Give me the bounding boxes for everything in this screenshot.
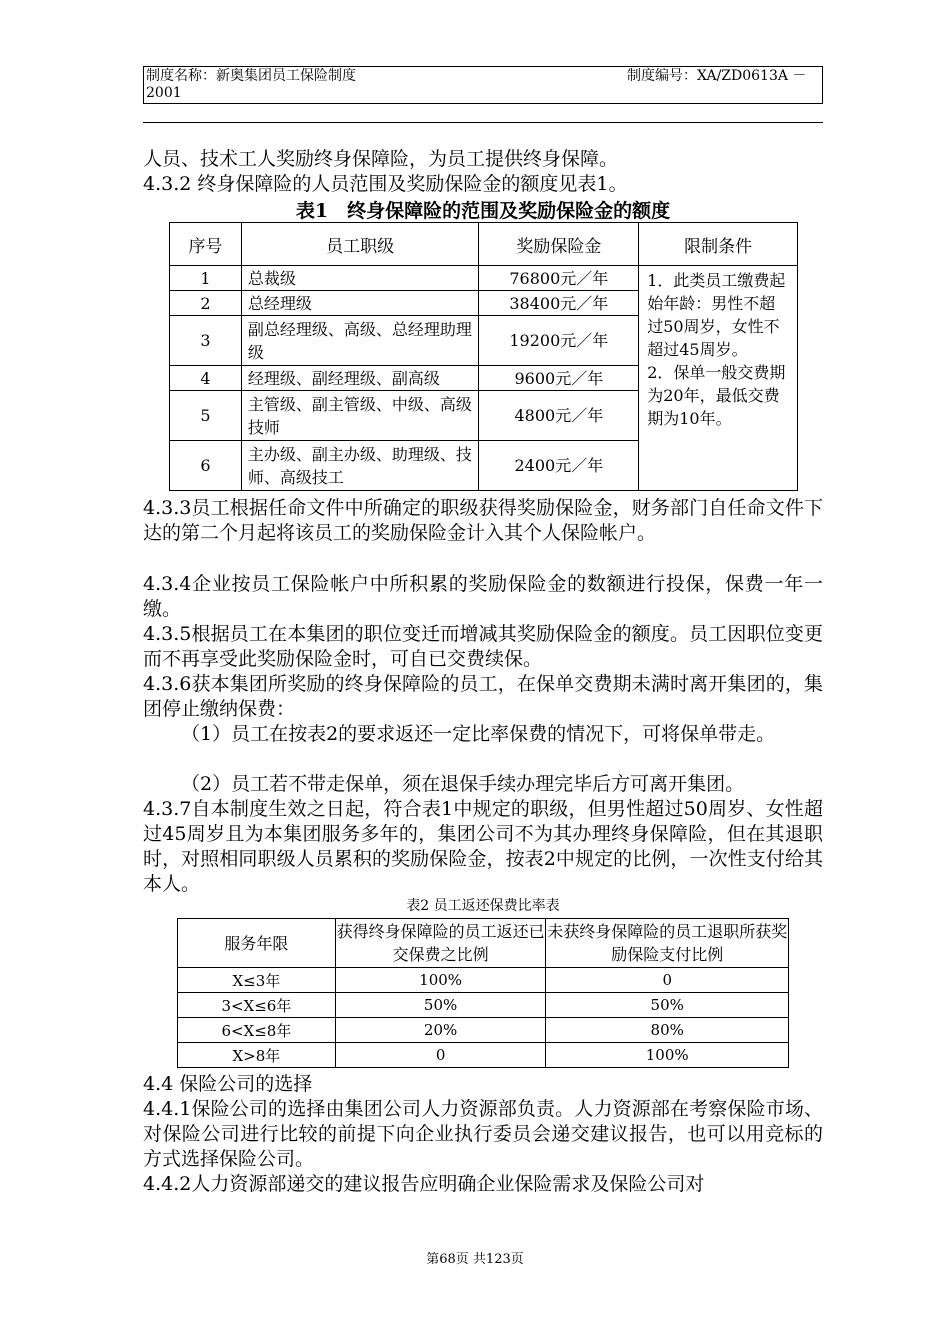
row-pay: 80% [546, 1018, 789, 1043]
row-pay: 100% [546, 1043, 789, 1068]
row-pay: 50% [546, 993, 789, 1018]
para-4-3-2: 4.3.2 终身保障险的人员范围及奖励保险金的额度见表1。 [143, 173, 628, 195]
para-item-1: （1）员工在按表2的要求返还一定比率保费的情况下，可将保单带走。 [181, 723, 776, 745]
limit-condition-1: 1．此类员工缴费起始年龄：男性不超过50周岁，女性不超过45周岁。 [647, 271, 786, 359]
table-row [170, 266, 798, 291]
row-amount: 9600元／年 [479, 366, 639, 391]
limit-condition-2: 2．保单一般交费期为20年，最低交费期为10年。 [647, 363, 786, 428]
para-4-3-5: 4.3.5根据员工在本集团的职位变迁而增减其奖励保险金的额度。员工因职位变更而不再享受此奖励保险金时，可自已交费续保。 [143, 623, 823, 670]
row-amount: 76800元／年 [479, 266, 639, 291]
doc-name: 制度名称：新奥集团员工保险制度 [146, 68, 356, 84]
row-no: 3 [170, 316, 242, 366]
table-row [178, 993, 789, 1018]
para-4-4-2: 4.4.2人力资源部递交的建议报告应明确企业保险需求及保险公司对 [143, 1173, 705, 1195]
row-years: 6<X≤8年 [178, 1018, 336, 1043]
para-4-3-6: 4.3.6获本集团所奖励的终身保障险的员工，在保单交费期未满时离开集团的，集团停止缴纳保费： [143, 673, 823, 720]
doc-number: 制度编号：XA/ZD0613A － [627, 68, 807, 84]
table2-header-years: 服务年限 [178, 919, 336, 968]
table1-header-no: 序号 [170, 223, 242, 266]
para-intro: 人员、技术工人奖励终身保障险，为员工提供终身保障。 [143, 148, 619, 170]
limit-conditions [639, 266, 798, 491]
row-level: 副总经理级、高级、总经理助理级 [241, 316, 479, 366]
row-no: 5 [170, 391, 242, 441]
section-4-4-heading: 4.4 保险公司的选择 [143, 1073, 313, 1095]
row-pay: 0 [546, 968, 789, 993]
row-level: 总裁级 [241, 266, 479, 291]
table-row [178, 968, 789, 993]
page-number: 第68页 共123页 [426, 1252, 524, 1267]
header-rule [143, 122, 823, 123]
row-return: 0 [335, 1043, 546, 1068]
para-4-3-3: 4.3.3员工根据任命文件中所确定的职级获得奖励保险金，财务部门自任命文件下达的第二个月起将该员工的奖励保险金计入其个人保险帐户。 [143, 497, 823, 544]
table1-header-level: 员工职级 [241, 223, 479, 266]
para-item-2: （2）员工若不带走保单，须在退保手续办理完毕后方可离开集团。 [181, 773, 745, 795]
row-level: 总经理级 [241, 291, 479, 316]
row-no: 2 [170, 291, 242, 316]
row-amount: 19200元／年 [479, 316, 639, 366]
row-amount: 38400元／年 [479, 291, 639, 316]
row-no: 4 [170, 366, 242, 391]
table1 [169, 222, 798, 491]
row-no: 6 [170, 441, 242, 491]
table1-header-amount: 奖励保险金 [479, 223, 639, 266]
table2-header-row [178, 919, 789, 968]
document-header [143, 66, 823, 104]
row-no: 1 [170, 266, 242, 291]
table1-header-limit: 限制条件 [639, 223, 798, 266]
para-4-3-4: 4.3.4企业按员工保险帐户中所积累的奖励保险金的数额进行投保，保费一年一缴。 [143, 573, 823, 620]
para-4-3-7: 4.3.7自本制度生效之日起，符合表1中规定的职级，但男性超过50周岁、女性超过45周岁且为本集团服务多年的，集团公司不为其办理终身保障险，但在其退职时，对照相同职级人员累积的奖励保险金，按表2中规定的比例，一次性支付给其本人。 [143, 798, 823, 895]
row-level: 经理级、副经理级、副高级 [241, 366, 479, 391]
para-4-4-1: 4.4.1保险公司的选择由集团公司人力资源部负责。人力资源部在考察保险市场、对保险公司进行比较的前提下向企业执行委员会递交建议报告，也可以用竞标的方式选择保险公司。 [143, 1098, 823, 1170]
row-years: 3<X≤6年 [178, 993, 336, 1018]
table-row [178, 1018, 789, 1043]
row-return: 100% [335, 968, 546, 993]
table-row [178, 1043, 789, 1068]
row-years: X≤3年 [178, 968, 336, 993]
row-years: X>8年 [178, 1043, 336, 1068]
row-return: 50% [335, 993, 546, 1018]
row-level: 主办级、副主办级、助理级、技师、高级技工 [241, 441, 479, 491]
table2-header-return: 获得终身保障险的员工返还已交保费之比例 [335, 919, 546, 968]
table2-header-pay: 未获终身保障险的员工退职所获奖励保险支付比例 [546, 919, 789, 968]
table2-title: 表2 员工返还保费比率表 [406, 898, 560, 914]
row-return: 20% [335, 1018, 546, 1043]
row-level: 主管级、副主管级、中级、高级技师 [241, 391, 479, 441]
row-amount: 4800元／年 [479, 391, 639, 441]
table1-header-row [170, 223, 798, 266]
table1-title: 表1 终身保障险的范围及奖励保险金的额度 [295, 200, 671, 222]
doc-number-cont: 2001 [146, 85, 182, 101]
table2 [177, 918, 789, 1068]
row-amount: 2400元／年 [479, 441, 639, 491]
